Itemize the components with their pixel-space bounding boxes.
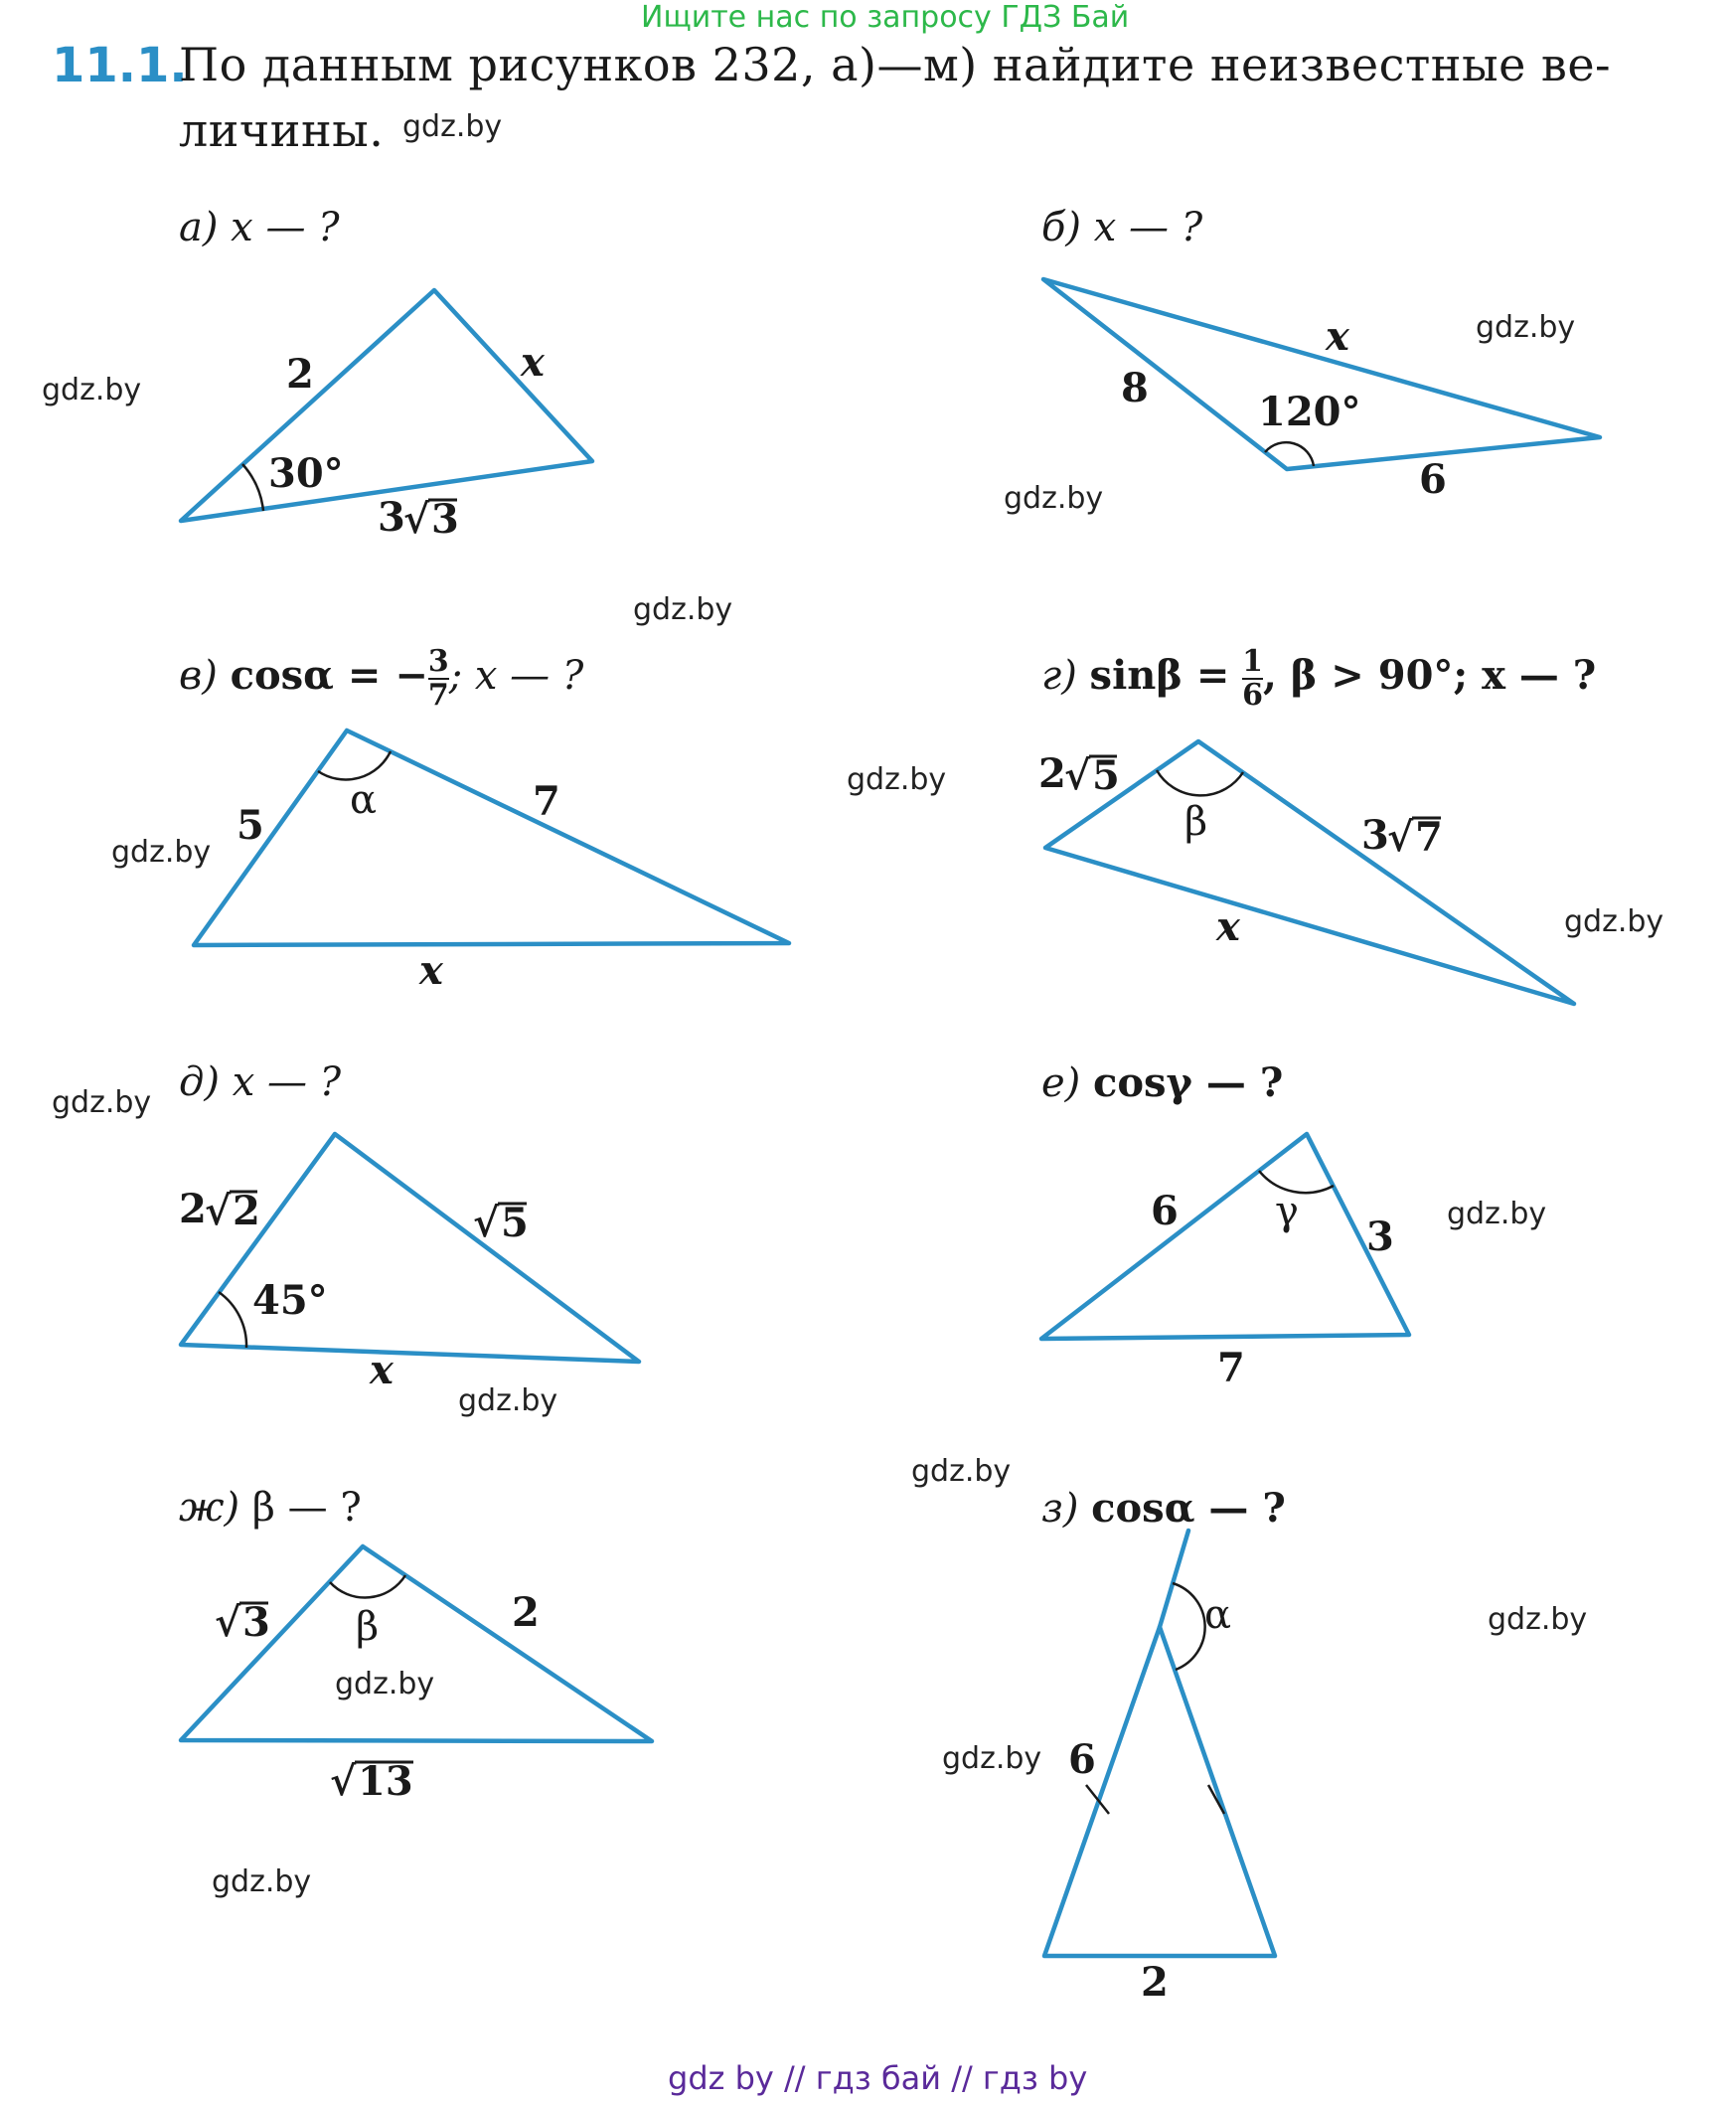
angle-label: α — [1204, 1592, 1232, 1638]
fraction-denominator: 6 — [1242, 678, 1263, 713]
fraction-numerator: 1 — [1242, 644, 1263, 679]
side-label: 6 — [1151, 1188, 1179, 1234]
side-label-radicand: 5 — [501, 1200, 529, 1246]
side-label-coef: 3 — [1361, 812, 1389, 859]
watermark: gdz.by — [942, 1741, 1042, 1776]
caption-question: x — ? — [231, 205, 340, 250]
side-label-radicand: 7 — [1415, 814, 1443, 861]
side-label: 5 — [237, 802, 264, 849]
watermark: gdz.by — [212, 1864, 312, 1899]
side-label: 7 — [1217, 1345, 1245, 1391]
caption-question: ; x — ? — [448, 653, 584, 699]
angle-label: γ — [1275, 1189, 1299, 1234]
caption-letter: д) — [179, 1059, 220, 1105]
watermark: gdz.by — [911, 1454, 1012, 1489]
side-label-coef: 2 — [179, 1186, 207, 1232]
radical-sign: √ — [330, 1758, 357, 1805]
caption-question: x — ? — [1093, 205, 1203, 250]
search-banner: Ищите нас по запросу ГДЗ Бай — [641, 0, 1130, 35]
caption-letter: в) — [179, 653, 218, 699]
watermark: gdz.by — [458, 1383, 558, 1418]
side-label: 3 — [1366, 1213, 1394, 1260]
radical-sign: √ — [1387, 814, 1414, 861]
caption-condition: sinβ = — [1089, 652, 1230, 699]
side-label: 6 — [1068, 1736, 1096, 1783]
caption-question: β — ? — [251, 1485, 362, 1531]
caption-question: cosγ — ? — [1093, 1059, 1284, 1106]
caption-question: cosα — ? — [1091, 1485, 1286, 1532]
footer-links: gdz by // гдз бай // гдз by — [668, 2059, 1088, 2097]
side-label-x: x — [370, 1347, 394, 1393]
angle-label: β — [356, 1604, 380, 1650]
angle-label: 120° — [1258, 389, 1361, 435]
angle-label: α — [350, 777, 378, 823]
watermark: gdz.by — [402, 109, 503, 144]
caption-question: x — ? — [232, 1059, 342, 1105]
side-label-x: x — [521, 339, 545, 386]
angle-label: β — [1184, 799, 1208, 845]
caption-letter: г) — [1041, 653, 1077, 699]
side-label-radicand: 2 — [233, 1188, 260, 1234]
side-label-x: x — [1326, 313, 1349, 360]
caption-condition: cosα = − — [230, 652, 428, 699]
side-label: 2 — [1141, 1959, 1169, 2006]
side-label-x: x — [419, 947, 443, 994]
watermark: gdz.by — [111, 835, 212, 870]
caption-letter: ж) — [179, 1485, 240, 1531]
caption-letter: е) — [1041, 1060, 1081, 1106]
task-number: 11.1. — [52, 38, 188, 93]
fraction-numerator: 3 — [427, 644, 449, 679]
side-label-x: x — [1216, 903, 1240, 950]
side-label: 8 — [1121, 365, 1149, 411]
caption-letter: з) — [1041, 1486, 1079, 1532]
watermark: gdz.by — [1488, 1602, 1588, 1637]
watermark: gdz.by — [335, 1667, 435, 1701]
side-label-coef: 2 — [1038, 750, 1066, 797]
side-label: 2 — [512, 1589, 540, 1636]
task-text-line1: По данным рисунков 232, а)—м) найдите неизвестные ве- — [179, 38, 1612, 91]
fraction-denominator: 7 — [427, 678, 449, 713]
watermark: gdz.by — [1564, 904, 1664, 939]
radical-sign: √ — [473, 1200, 500, 1246]
caption-letter: а) — [179, 205, 219, 250]
caption-question: , β > 90°; x — ? — [1262, 652, 1597, 699]
radical-sign: √ — [403, 496, 430, 543]
side-label: 2 — [286, 351, 314, 398]
watermark: gdz.by — [42, 373, 142, 407]
watermark: gdz.by — [1447, 1197, 1547, 1231]
side-label-coef: 3 — [378, 494, 405, 541]
side-label-radicand: 5 — [1092, 752, 1120, 799]
angle-label: 30° — [268, 450, 344, 497]
side-label: 7 — [533, 778, 560, 825]
watermark: gdz.by — [1476, 310, 1576, 345]
task-text-line2: личины. — [179, 103, 385, 157]
watermark: gdz.by — [1004, 481, 1104, 516]
radical-sign: √ — [205, 1188, 232, 1234]
side-label-radicand: 3 — [431, 496, 459, 543]
angle-label: 45° — [252, 1277, 328, 1324]
watermark: gdz.by — [633, 592, 733, 627]
caption-letter: б) — [1041, 205, 1082, 250]
watermark: gdz.by — [847, 762, 947, 797]
side-label: 6 — [1419, 456, 1447, 503]
radical-sign: √ — [215, 1599, 241, 1646]
radical-sign: √ — [1064, 752, 1091, 799]
side-label-radicand: 13 — [358, 1758, 413, 1805]
side-label-radicand: 3 — [242, 1599, 270, 1646]
watermark: gdz.by — [52, 1085, 152, 1120]
